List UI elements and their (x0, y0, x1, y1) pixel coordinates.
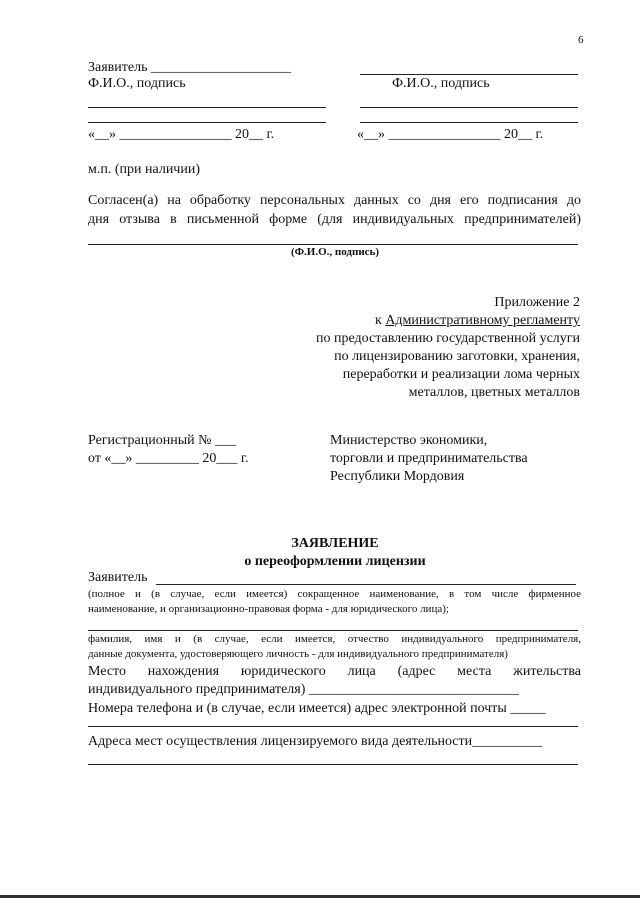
stamp-note: м.п. (при наличии) (88, 162, 200, 177)
date-right: «__» ________________ 20__ г. (357, 127, 544, 142)
phone-email-line: Номера телефона и (в случае, если имеется) адрес электронной почты _____ (88, 701, 546, 716)
registration-date: от «__» _________ 20___ г. (88, 451, 249, 466)
ministry-line: Республики Мордовия (330, 469, 465, 484)
form-title: ЗАЯВЛЕНИЕ (291, 536, 379, 551)
appendix-prefix: к (375, 313, 386, 328)
location-line-2: индивидуального предпринимателя) ______________________________ (88, 682, 519, 697)
appendix-line: по лицензированию заготовки, хранения, (334, 349, 580, 364)
date-left: «__» ________________ 20__ г. (88, 127, 275, 142)
form-subtitle: о переоформлении лицензии (244, 554, 426, 569)
appendix-line: по предоставлению государственной услуги (316, 331, 580, 346)
blank-line (88, 107, 326, 108)
entrepreneur-note-line-1: фамилия, имя и (в случае, если имеется, отчество индивидуального предпринимателя, (88, 633, 581, 645)
blank-line (360, 107, 578, 108)
fio-signature-right: Ф.И.О., подпись (392, 76, 490, 91)
consent-caption: (Ф.И.О., подпись) (290, 246, 380, 258)
applicant-note-line-1: (полное и (в случае, если имеется) сокращенное наименование, в том числе фирменное (88, 588, 581, 600)
scan-edge-line (0, 895, 640, 898)
blank-line (88, 726, 578, 727)
blank-line (360, 122, 578, 123)
blank-line (88, 122, 326, 123)
appendix-line: металлов, цветных металлов (408, 385, 580, 400)
signature-line-right (360, 74, 578, 75)
fio-signature-left: Ф.И.О., подпись (88, 76, 186, 91)
appendix-reference (300, 313, 580, 329)
location-line-1: Место нахождения юридического лица (адрес места жительства (88, 664, 581, 679)
consent-signature-line (88, 244, 578, 245)
activity-addresses-line: Адреса мест осуществления лицензируемого вида деятельности__________ (88, 734, 543, 749)
applicant-signature-label: Заявитель ____________________ (88, 60, 291, 75)
entrepreneur-note-line-2: данные документа, удостоверяющего личность - для индивидуального предпринимателя) (88, 648, 508, 660)
applicant-note-line-2: наименование, и организационно-правовая форма - для юридического лица); (88, 603, 449, 615)
blank-line (88, 764, 578, 765)
appendix-line: переработки и реализации лома черных (342, 367, 580, 382)
blank-line (88, 630, 578, 631)
consent-line-2: дня отзыва в письменной форме (для индивидуальных предпринимателей) (88, 212, 581, 227)
applicant-field-label: Заявитель (88, 570, 148, 585)
applicant-field-line (156, 584, 576, 585)
regulation-link[interactable]: Административному регламенту (385, 313, 580, 328)
ministry-line: торговли и предпринимательства (330, 451, 528, 466)
page-number: 6 (578, 34, 584, 46)
consent-line-1: Согласен(а) на обработку персональных данных со дня его подписания до (88, 193, 581, 208)
ministry-line: Министерство экономики, (330, 433, 488, 448)
registration-number: Регистрационный № ___ (88, 433, 236, 448)
appendix-title: Приложение 2 (494, 295, 580, 310)
